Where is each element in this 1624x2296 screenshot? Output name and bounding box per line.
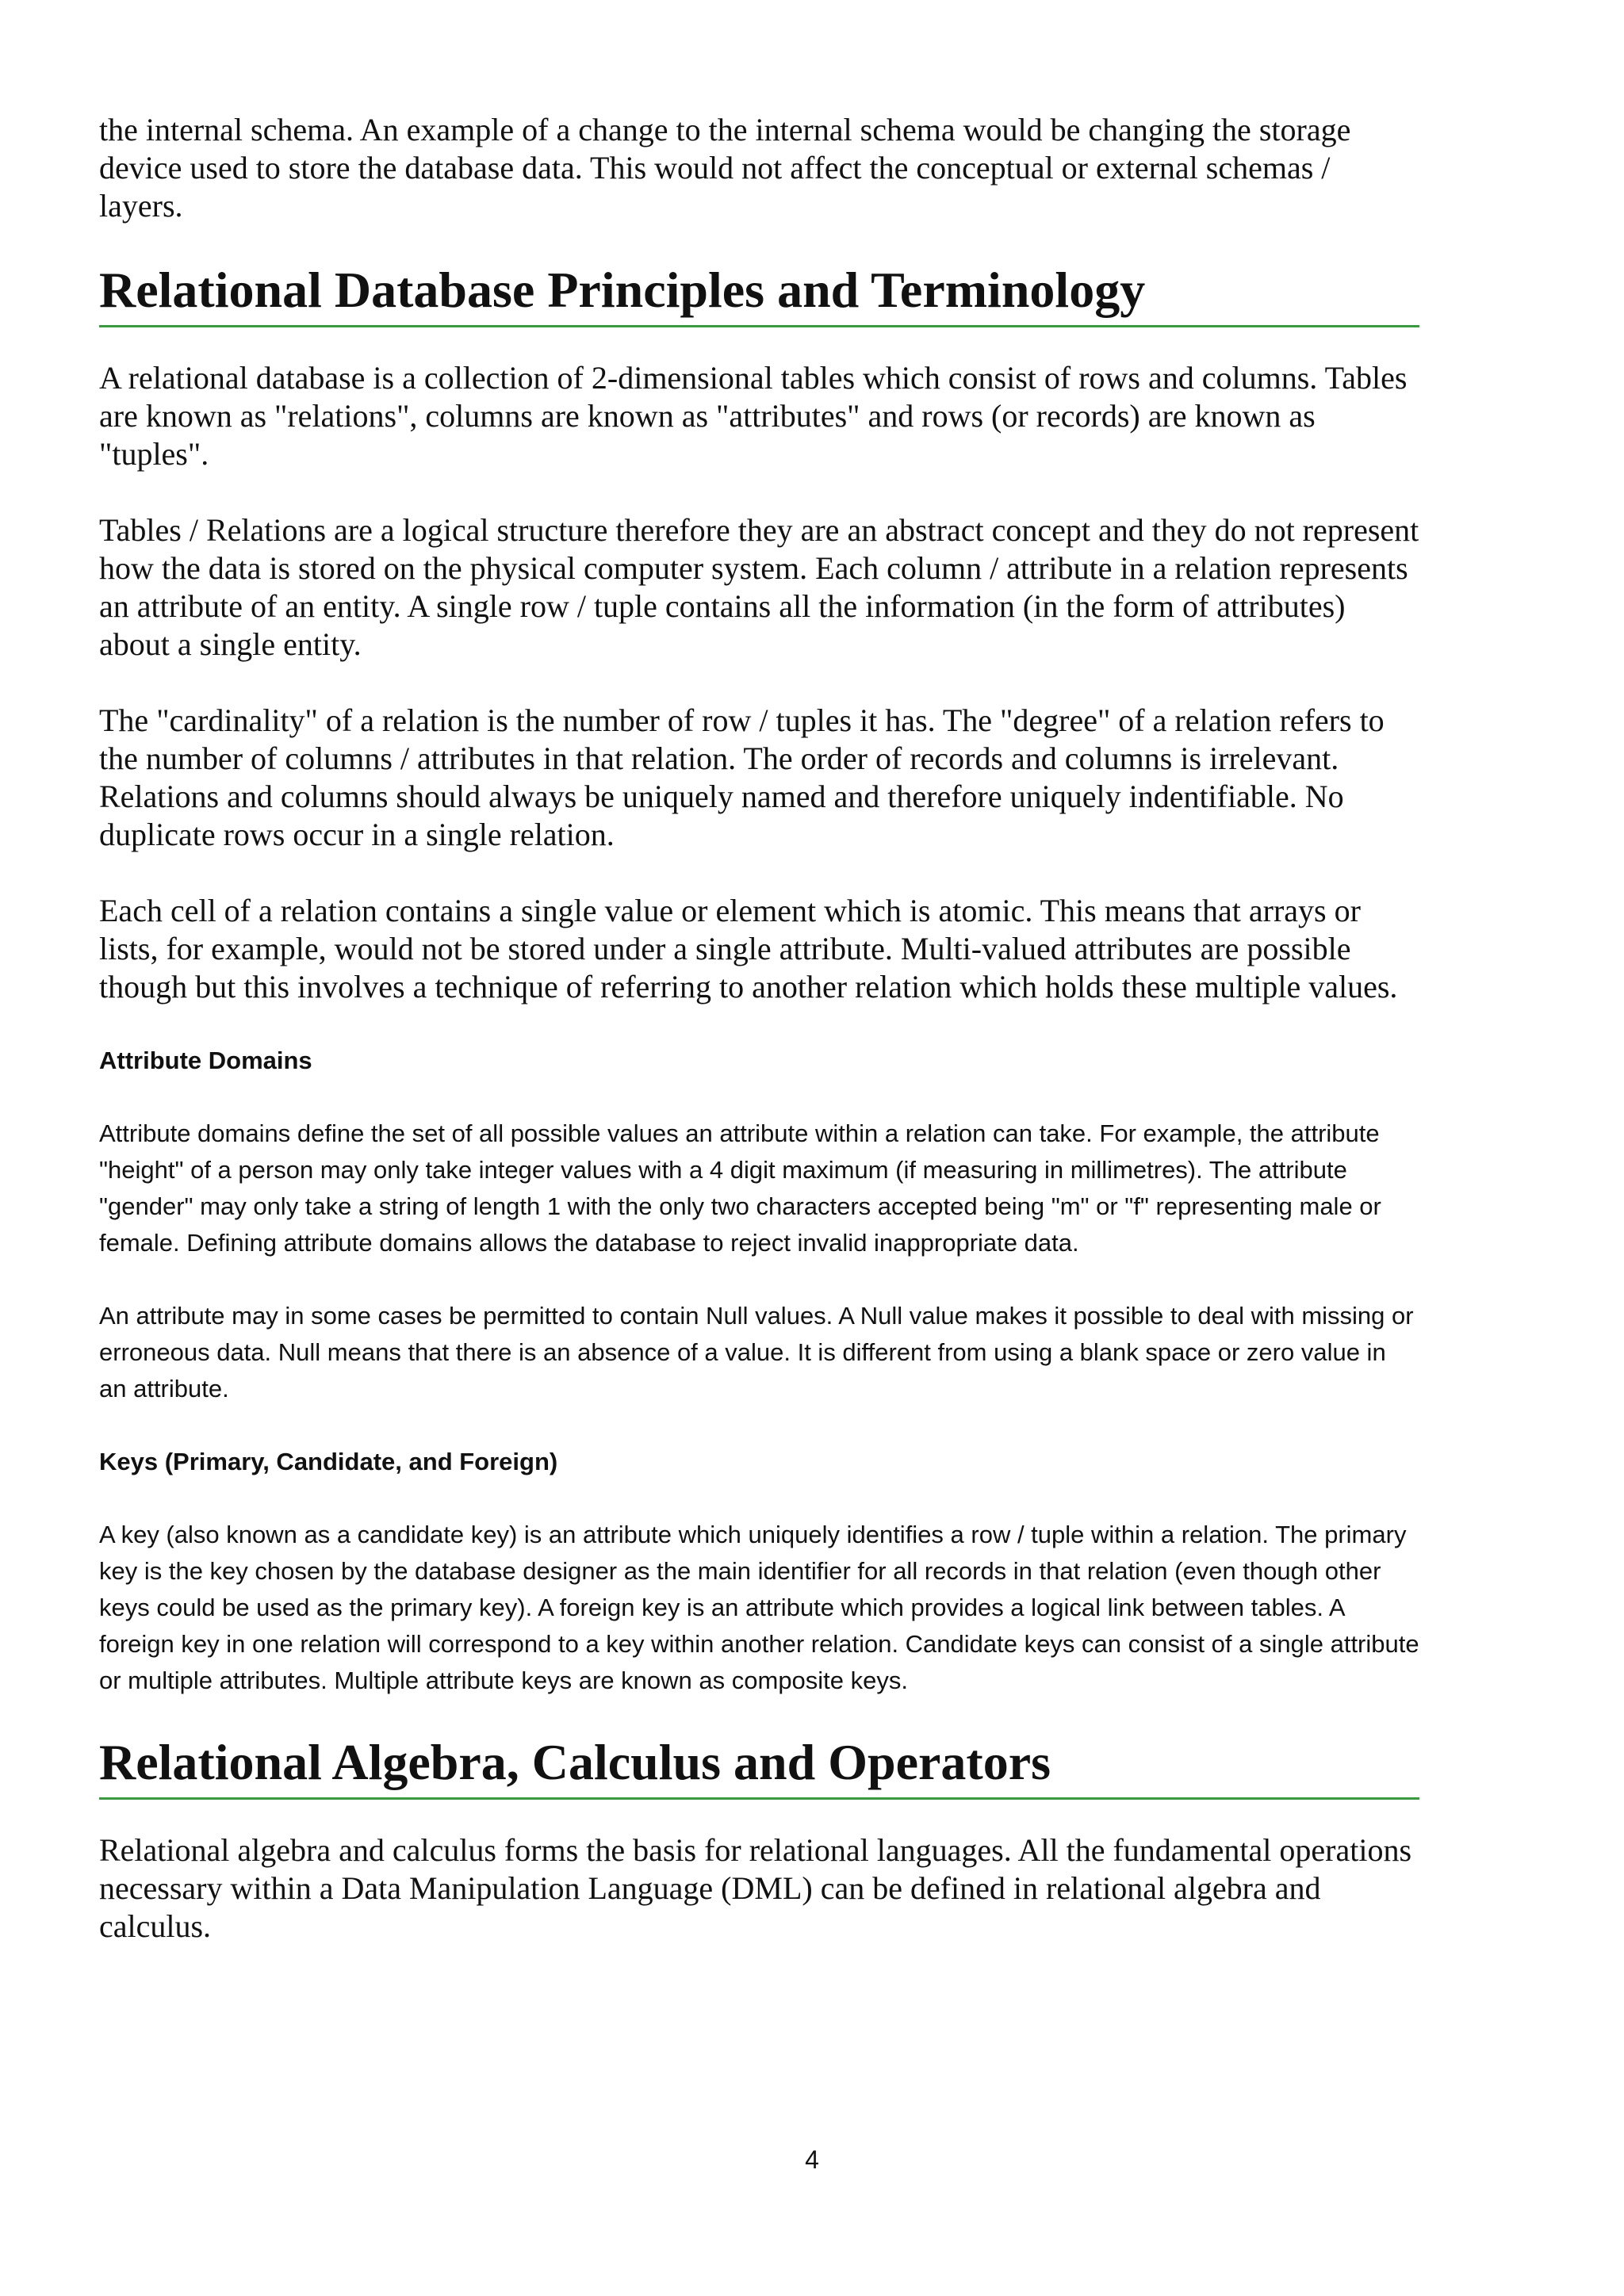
subheading-keys: Keys (Primary, Candidate, and Foreign) [99,1448,558,1475]
relational-db-definition-paragraph: A relational database is a collection of 2-dimensional tables which consist of rows and columns. Tables are known as "relations", columns are known as "attributes" and rows (or records) are known as "tuples". [99,360,1408,472]
section-heading-relational-algebra: Relational Algebra, Calculus and Operators [99,1732,1419,1800]
attribute-domains-paragraph: Attribute domains define the set of all possible values an attribute within a relation can take. For example, the attribute "height" of a person may only take integer values with a 4 digit maximum (if measuring in millimetres). The attribute "gender" may only take a string of length 1 with the only two characters accepted being "m" or "f" representing male or female. Defining attribute domains allows the database to reject invalid inappropriate data. [99,1119,1381,1257]
page-number: 4 [805,2145,819,2174]
keys-paragraph: A key (also known as a candidate key) is an attribute which uniquely identifies a row / tuple within a relation. The primary key is the key chosen by the database designer as the main identifier for all records in that relation (even though other keys could be used as the primary key). A foreign key is an attribute which provides a logical link between tables. A foreign key in one relation will correspond to a key within another relation. Candidate keys can consist of a single attribute or multiple attributes. Multiple attribute keys are known as composite keys. [99,1521,1419,1694]
null-values-paragraph: An attribute may in some cases be permitted to contain Null values. A Null value makes it possible to deal with missing or erroneous data. Null means that there is an absence of a value. It is different from using a blank space or zero value in an attribute. [99,1302,1414,1402]
cardinality-degree-paragraph: The "cardinality" of a relation is the number of row / tuples it has. The "degree" of a relation refers to the number of columns / attributes in that relation. The order of records and columns is irrelevant. Relations and columns should always be uniquely named and therefore uniquely indentifiable. No duplicate rows occur in a single relation. [99,702,1385,852]
intro-continuation-paragraph: the internal schema. An example of a change to the internal schema would be changing the storage device used to store the database data. This would not affect the conceptual or external schemas / layers. [99,112,1351,224]
tables-logical-structure-paragraph: Tables / Relations are a logical structure therefore they are an abstract concept and they do not represent how the data is stored on the physical computer system. Each column / attribute in a relation represents an attribute of an entity. A single row / tuple contains all the information (in the form of attributes) about a single entity. [99,512,1419,662]
subheading-attribute-domains: Attribute Domains [99,1047,312,1074]
section-heading-relational-principles: Relational Database Principles and Terminology [99,260,1419,327]
atomic-values-paragraph: Each cell of a relation contains a single value or element which is atomic. This means that arrays or lists, for example, would not be stored under a single attribute. Multi-valued attributes are possible though but this involves a technique of referring to another relation which holds these multiple values. [99,893,1398,1004]
relational-algebra-paragraph: Relational algebra and calculus forms the basis for relational languages. All the fundamental operations necessary within a Data Manipulation Language (DML) can be defined in relational algebra and calculus. [99,1832,1412,1944]
document-page [99,111,1419,1946]
